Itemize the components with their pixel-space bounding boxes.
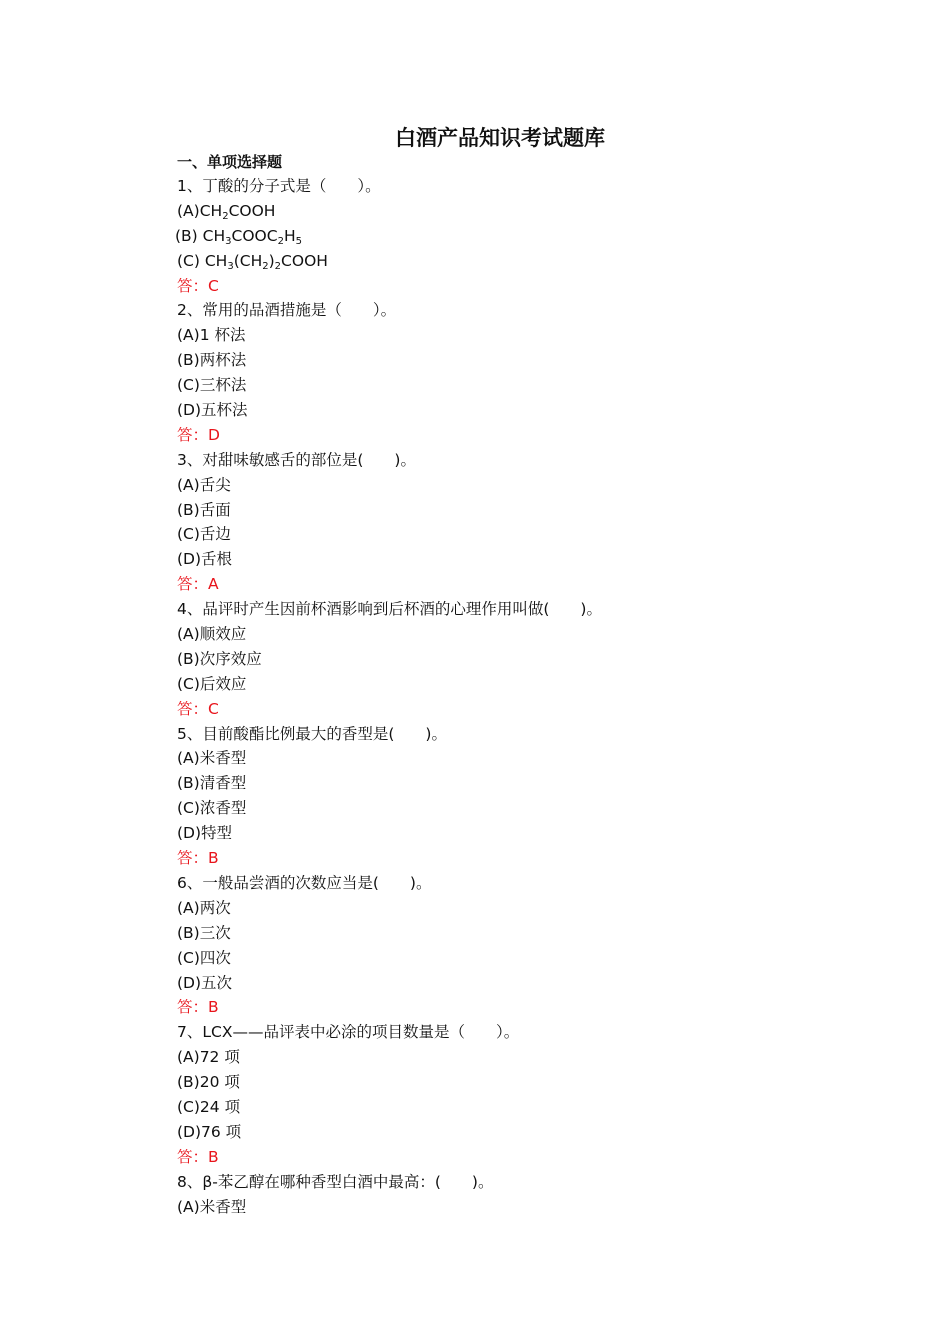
document-title: 白酒产品知识考试题库 — [395, 125, 605, 150]
question-line: 8、β-苯乙醇在哪种香型白酒中最高：( )。 — [177, 1172, 494, 1191]
option-line: $(A)CH_2COOH$ — [177, 201, 276, 222]
answer-line: 答：B — [177, 849, 219, 868]
option-line: (C)后效应 — [177, 674, 247, 693]
option-line: (C)24 项 — [177, 1097, 241, 1116]
option-line: (A)顺效应 — [177, 625, 247, 644]
question-line: 1、丁酸的分子式是（ ）。 — [177, 177, 381, 195]
option-line: (D)特型 — [177, 824, 233, 843]
option-line: (B)次序效应 — [177, 649, 262, 668]
option-line: (A)舌尖 — [177, 475, 231, 494]
option-line: (D)五次 — [177, 973, 233, 992]
option-line: (A)72 项 — [177, 1048, 240, 1067]
answer-line: 答：B — [177, 998, 219, 1017]
question-line: 3、对甜味敏感舌的部位是( )。 — [177, 450, 416, 469]
answer-line: 答：C — [177, 699, 219, 718]
option-line: (C)三杯法 — [177, 376, 247, 395]
option-line: (A)米香型 — [177, 749, 247, 768]
question-list — [177, 174, 602, 1219]
answer-line: 答：A — [177, 575, 219, 594]
option-line: (B)20 项 — [177, 1073, 240, 1092]
answer-line: 答：B — [177, 1147, 219, 1166]
option-line: (C)舌边 — [177, 525, 231, 544]
option-line: (C) $CH_3(CH_2)_2COOH$ — [177, 251, 328, 272]
question-line: 6、一般品尝酒的次数应当是( )。 — [177, 873, 432, 892]
option-line: (C)浓香型 — [177, 799, 247, 818]
option-line: (B)清香型 — [177, 774, 247, 793]
option-line: (A)1 杯法 — [177, 326, 246, 345]
option-line: (C)四次 — [177, 948, 231, 967]
question-line: 2、常用的品酒措施是（ ）。 — [177, 301, 397, 320]
option-line: (B)舌面 — [177, 500, 231, 519]
section-heading: 一、单项选择题 — [177, 153, 283, 171]
option-line: (A)米香型 — [177, 1197, 247, 1216]
option-line: (B) $CH_3COOC_2H_5$ — [175, 226, 302, 247]
option-line: (A)两次 — [177, 898, 231, 917]
option-line: (D)舌根 — [177, 550, 233, 569]
question-line: 7、LCX——品评表中必涂的项目数量是（ ）。 — [177, 1023, 520, 1042]
question-line: 5、目前酸酯比例最大的香型是( )。 — [177, 724, 447, 743]
answer-line: 答：D — [177, 425, 220, 444]
option-line: (D)五杯法 — [177, 401, 248, 420]
option-line: (B)两杯法 — [177, 351, 247, 370]
option-line: (D)76 项 — [177, 1122, 242, 1141]
question-line: 4、品评时产生因前杯酒影响到后杯酒的心理作用叫做( )。 — [177, 600, 602, 619]
answer-line: 答：C — [177, 276, 219, 295]
option-line: (B)三次 — [177, 923, 231, 942]
